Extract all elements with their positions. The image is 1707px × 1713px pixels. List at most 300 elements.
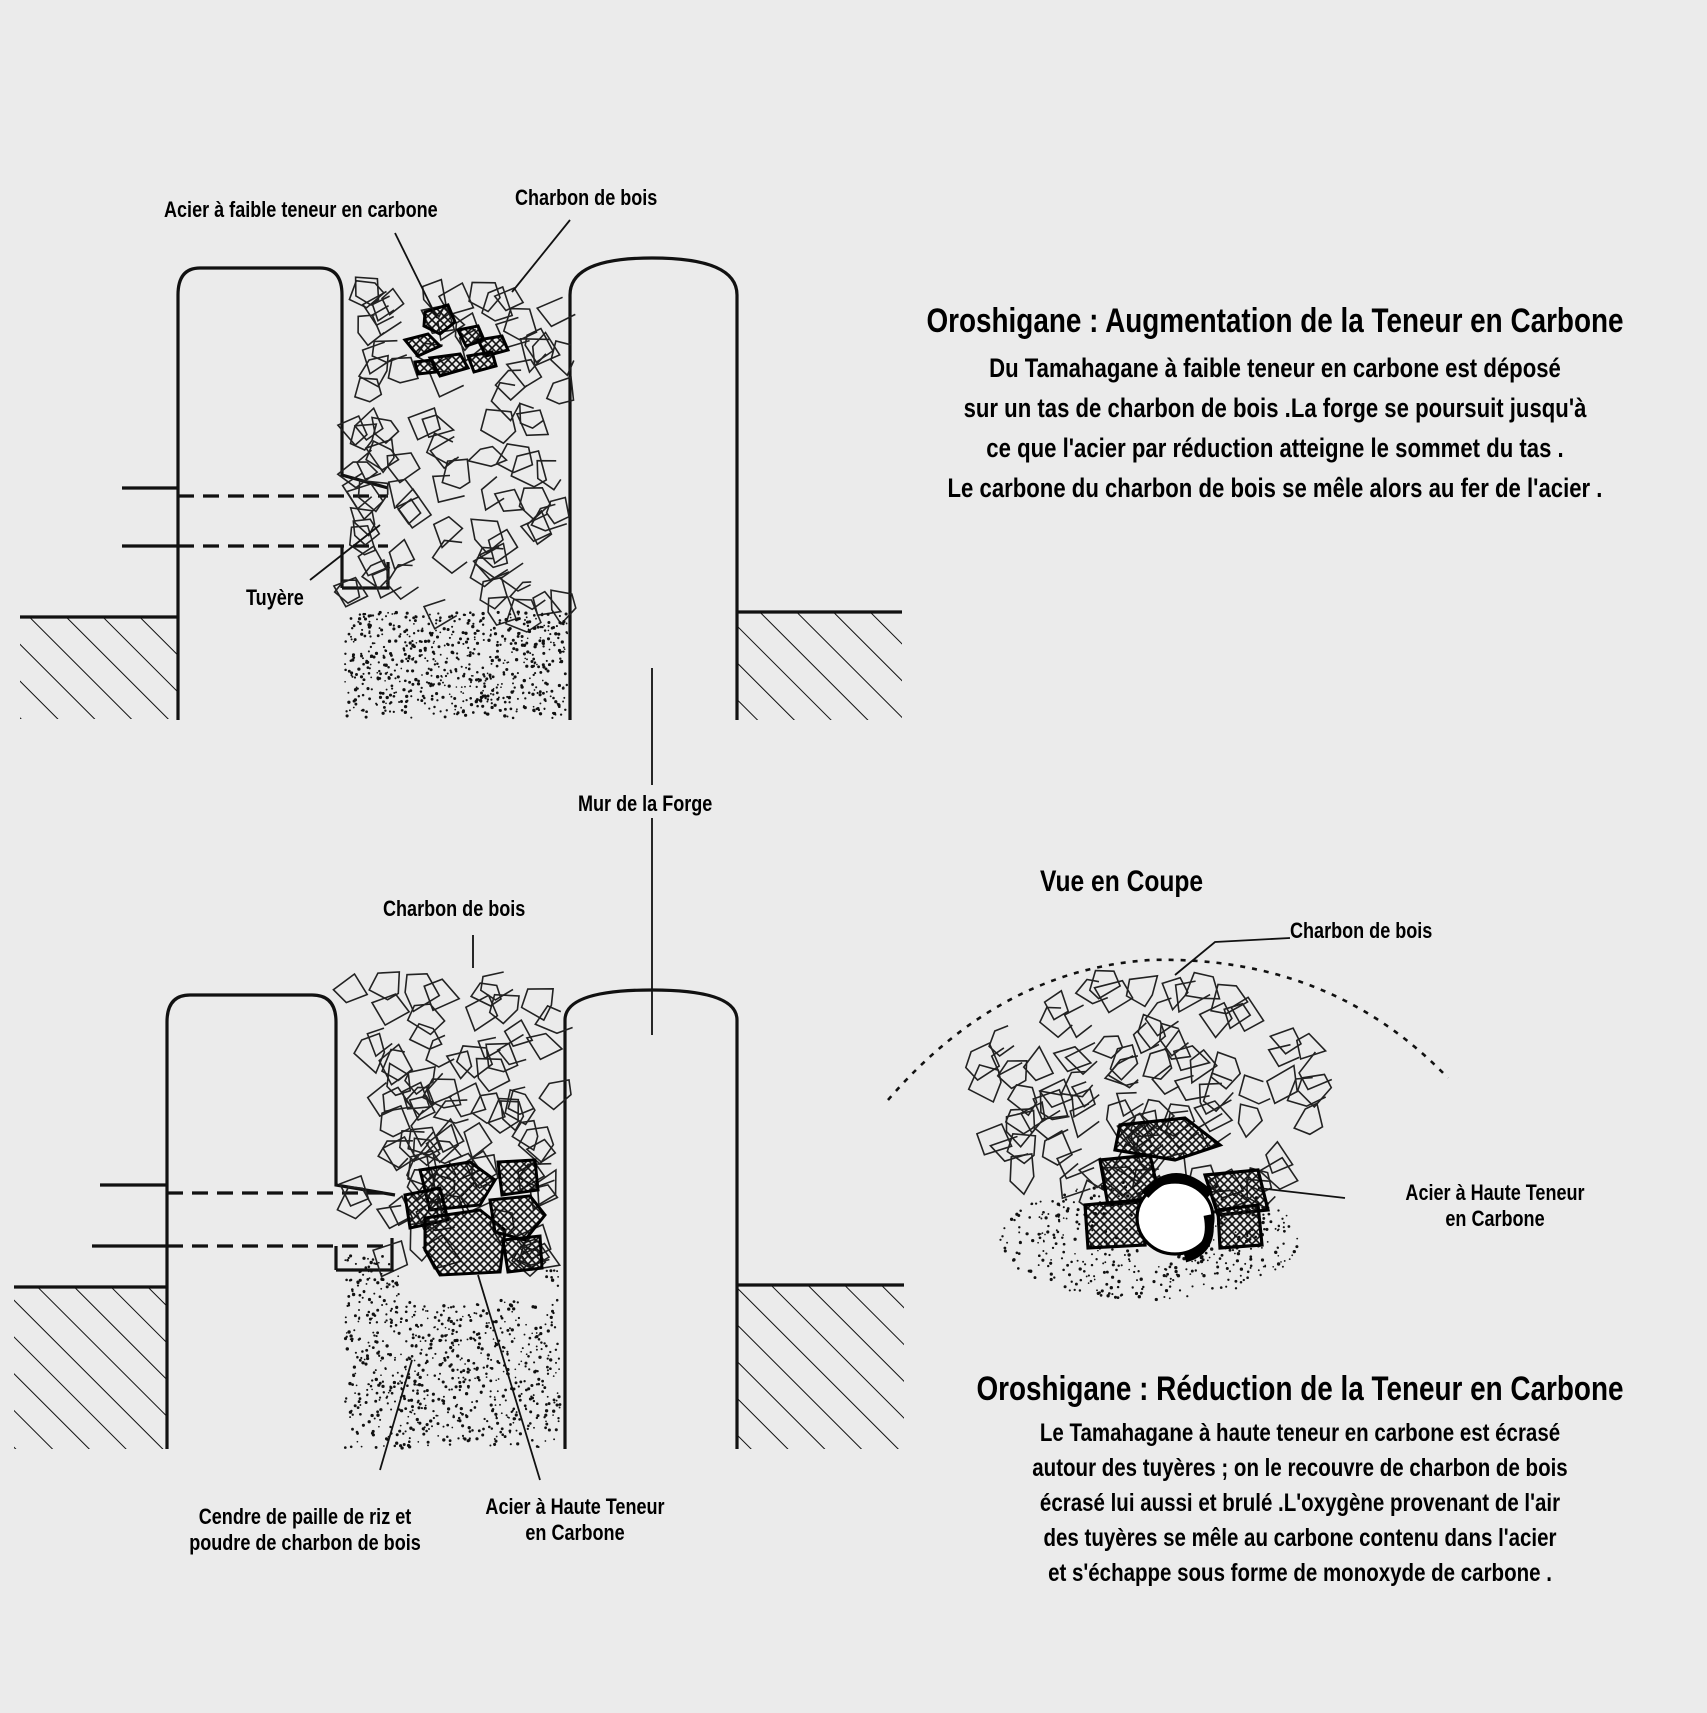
ash-dot [1004,1249,1007,1252]
ash-dot [386,1282,388,1284]
ash-dot [385,1303,387,1305]
ash-dot [429,1343,432,1346]
ash-dot [536,1445,539,1448]
charcoal-lump [501,563,531,591]
ash-dot [1078,1223,1080,1225]
ash-dot [1169,1297,1171,1299]
ash-dot [421,1407,423,1409]
ash-dot [436,699,438,701]
ash-dot [551,1279,554,1282]
ash-dot [550,1276,553,1279]
charcoal-lump [1093,1036,1122,1058]
ash-dot [367,1258,369,1260]
ash-dot [546,669,549,672]
ash-dot [384,709,386,711]
ash-dot [1203,1283,1205,1285]
ash-dot [510,617,512,619]
ash-dot [549,649,551,651]
ash-dot [1277,1262,1280,1265]
ash-dot [557,1276,559,1278]
ash-dot [561,660,563,662]
ash-dot [1051,1200,1054,1203]
ash-dot [427,1374,429,1376]
ash-dot [1031,1239,1034,1242]
ash-dot [426,1423,429,1426]
ash-dot [529,1397,532,1400]
ash-dot [553,1401,555,1403]
ash-dot [374,1314,377,1317]
top-charcoal-pile [334,277,576,632]
section-reduction-title: Oroshigane : Réduction de la Teneur en Carbone [976,1370,1624,1408]
ash-dot [1225,1262,1227,1264]
ash-dot [557,1285,559,1287]
ash-dot [496,1422,499,1425]
ash-dot [1050,1278,1053,1281]
ash-dot [419,1376,422,1379]
charcoal-lump [464,1123,492,1158]
ash-dot [372,1346,375,1349]
ash-dot [470,1409,473,1412]
ash-dot [1018,1231,1020,1233]
top-left-wall [178,268,388,720]
ash-dot [411,1355,414,1358]
ash-dot [1045,1216,1048,1219]
ash-dot [351,638,353,640]
ash-dot [464,1378,466,1380]
ash-dot [381,1356,384,1359]
section-reduction-line-1: Le Tamahagane à haute teneur en carbone est écrasé [1039,1419,1561,1447]
ash-dot [527,1355,530,1358]
ash-dot [529,1410,532,1413]
ash-dot [366,1357,369,1360]
ash-dot [1277,1255,1279,1257]
ash-dot [425,1354,428,1357]
ash-dot [366,1278,369,1281]
ash-dot [564,709,566,711]
ash-dot [544,629,546,631]
ash-dot [359,613,361,615]
charcoal-lump [1024,1047,1053,1081]
ash-dot [528,1368,530,1370]
ash-dot [357,621,359,623]
ash-dot [364,1363,367,1366]
ash-dot [1041,1214,1043,1216]
ash-dot [1093,1186,1096,1189]
ash-dot [452,616,454,618]
ash-dot [394,613,396,615]
ash-dot [458,1377,460,1379]
ash-dot [545,1440,547,1442]
ash-dot [362,613,365,616]
ash-dot [496,665,499,668]
ash-dot [361,1361,364,1364]
charcoal-lump [547,498,569,524]
ash-dot [558,1420,560,1422]
ash-dot [476,642,479,645]
ash-dot [1209,1257,1211,1259]
ash-dot [382,692,385,695]
ash-dot [1215,1225,1217,1227]
ash-dot [1165,1289,1168,1292]
ash-dot [566,684,568,686]
ash-dot [534,1327,537,1330]
ash-dot [530,1351,532,1353]
ash-dot [1001,1235,1003,1237]
ash-dot [548,630,550,632]
ash-dot [542,665,545,668]
ash-dot [381,1385,384,1388]
ash-dot [409,689,412,692]
ash-dot [449,1439,452,1442]
ash-dot [1132,1286,1134,1288]
ash-dot [467,638,470,641]
ash-dot [407,660,410,663]
section-reduction-line-3: écrasé lui aussi et brulé .L'oxygène provenant de l'air [1039,1489,1561,1517]
ash-dot [541,1348,543,1350]
ash-dot [1138,1295,1141,1298]
ash-dot [418,1335,421,1338]
ash-dot [396,663,398,665]
ash-dot [398,701,400,703]
ash-dot [483,685,486,688]
ash-dot [542,680,544,682]
ash-dot [351,1428,354,1431]
ash-dot [514,1338,516,1340]
ash-dot [523,652,526,655]
charcoal-lump [405,974,439,1012]
ash-dot [369,621,371,623]
ash-dot [395,1324,398,1327]
ash-dot [344,669,347,672]
ash-dot [368,650,370,652]
ash-dot [1063,1206,1065,1208]
label-high-carbon-bottom-line2: en Carbone [525,1520,625,1546]
ash-dot [1261,1247,1263,1249]
ash-dot [462,700,464,702]
ash-dot [363,1290,366,1293]
ash-dot [510,642,513,645]
ash-dot [413,623,415,625]
ash-dot [1117,1296,1120,1299]
ash-dot [367,1265,370,1268]
charcoal-lump [495,490,524,512]
ash-dot [502,1350,504,1352]
ash-dot [480,1352,482,1354]
ash-dot [1075,1283,1078,1286]
ash-dot [558,621,561,624]
ash-dot [508,696,511,699]
ash-dot [542,692,545,695]
ash-dot [390,1321,393,1324]
ash-dot [483,1418,485,1420]
ash-dot [402,688,405,691]
ash-dot [427,623,430,626]
ash-dot [344,640,347,643]
ash-dot [513,690,515,692]
ash-dot [360,633,363,636]
ash-dot [1210,1247,1213,1250]
ash-dot [423,1428,425,1430]
ash-dot [1113,1260,1116,1263]
ash-dot [490,1327,492,1329]
ash-dot [486,1420,488,1422]
ash-dot [406,1422,408,1424]
ash-dot [429,614,431,616]
ash-dot [392,627,395,630]
ash-dot [467,622,470,625]
ash-dot [352,655,354,657]
ash-dot [506,1414,508,1416]
ash-dot [356,1385,358,1387]
ash-dot [509,1327,511,1329]
ash-dot [557,633,560,636]
ash-dot [539,690,542,693]
ash-dot [373,1371,376,1374]
ash-dot [1274,1268,1276,1270]
ash-dot [1047,1225,1049,1227]
ash-dot [504,708,507,711]
ash-dot [469,1319,472,1322]
ash-dot [1216,1266,1219,1269]
ash-dot [488,1426,491,1429]
ash-dot [525,1324,527,1326]
ash-dot [400,1321,402,1323]
ash-dot [354,698,357,701]
ash-dot [431,695,434,698]
ash-dot [346,1332,348,1334]
ash-dot [458,1417,461,1420]
ash-dot [560,713,562,715]
label-high-carbon-cs-line1: Acier à Haute Teneur [1405,1180,1585,1205]
ash-dot [551,717,553,719]
ash-dot [424,1340,426,1342]
ash-dot [409,1427,412,1430]
ash-dot [521,644,524,647]
ash-dot [421,1384,424,1387]
ash-dot [408,1445,411,1448]
ash-dot [350,636,352,638]
ash-dot [462,674,465,677]
ash-dot [533,614,536,617]
ash-dot [440,654,442,656]
ash-dot [389,1353,392,1356]
ash-dot [464,686,466,688]
ash-dot [517,617,520,620]
ash-dot [366,1314,369,1317]
ash-dot [454,705,457,708]
ash-dot [379,1399,381,1401]
ash-dot [552,1312,554,1314]
ash-dot [494,1413,497,1416]
ash-dot [1194,1260,1196,1262]
ash-dot [421,674,423,676]
ash-dot [430,633,433,636]
ash-dot [1090,1280,1093,1283]
ash-dot [541,1390,544,1393]
charcoal-lump [1267,1066,1297,1104]
ash-dot [542,645,544,647]
ash-dot [422,1336,425,1339]
ash-dot [1117,1286,1119,1288]
ash-dot [345,1397,347,1399]
ash-dot [503,662,505,664]
ash-dot [515,1381,518,1384]
ash-dot [496,692,499,695]
ash-dot [1088,1282,1090,1284]
ash-dot [1117,1264,1119,1266]
cross-section-title: Vue en Coupe [1040,865,1204,898]
ash-dot [431,675,433,677]
ash-dot [345,1316,347,1318]
ash-dot [523,662,525,664]
ash-dot [522,1347,524,1349]
ash-dot [469,668,471,670]
ash-dot [508,701,510,703]
ash-dot [385,1344,388,1347]
ash-dot [439,1363,442,1366]
ash-dot [537,665,540,668]
ash-dot [548,1428,551,1431]
ash-dot [404,653,407,656]
ash-dot [1034,1276,1037,1279]
ash-dot [1111,1276,1114,1279]
ash-dot [397,1382,400,1385]
ash-dot [1057,1214,1060,1217]
ash-dot [507,1416,509,1418]
ash-dot [374,1400,377,1403]
ash-dot [458,1381,461,1384]
ash-dot [368,1298,371,1301]
ash-dot [1058,1204,1060,1206]
ash-dot [368,1345,370,1347]
ash-dot [1070,1261,1073,1264]
ash-dot [359,1397,362,1400]
ash-dot [490,706,493,709]
ash-dot [435,692,438,695]
ash-dot [1038,1264,1040,1266]
ash-dot [1103,1271,1106,1274]
ash-dot [463,1437,466,1440]
ash-dot [548,1355,550,1357]
ash-dot [468,1379,470,1381]
ash-dot [441,1334,444,1337]
ash-dot [1043,1241,1045,1243]
ash-dot [1262,1217,1265,1220]
ash-dot [476,1400,479,1403]
ash-dot [392,1375,394,1377]
ash-dot [1141,1288,1143,1290]
ash-dot [349,1254,352,1257]
ash-dot [345,1321,347,1323]
ash-dot [1097,1250,1099,1252]
ash-dot [514,686,516,688]
ash-dot [550,641,552,643]
ash-dot [344,1446,347,1449]
ash-dot [359,1359,362,1362]
ash-dot [432,1393,435,1396]
ash-dot [528,630,531,633]
ash-dot [558,705,561,708]
ash-dot [552,1304,554,1306]
ash-dot [1052,1247,1054,1249]
ash-dot [496,656,499,659]
ash-dot [519,1380,522,1383]
ash-dot [461,1357,463,1359]
ash-dot [435,622,437,624]
label-high-carbon-bottom-line1: Acier à Haute Teneur [485,1494,665,1519]
ash-dot [525,1407,527,1409]
ash-dot [358,1338,360,1340]
ash-dot [464,714,467,717]
ash-dot [469,1337,472,1340]
ash-dot [543,1416,545,1418]
ash-dot [493,627,496,630]
ash-dot [382,1278,385,1281]
ash-dot [453,1396,456,1399]
ash-dot [483,682,485,684]
ash-dot [559,657,561,659]
ash-dot [447,673,449,675]
ash-dot [481,612,484,615]
ash-dot [547,1357,549,1359]
ash-dot [516,708,518,710]
ash-dot [471,625,474,628]
ash-dot [418,1422,421,1425]
ash-dot [390,1310,392,1312]
ash-dot [1077,1208,1080,1211]
ash-dot [494,1396,496,1398]
ash-dot [374,1340,377,1343]
ash-dot [516,1411,518,1413]
ash-dot [376,1414,379,1417]
ash-dot [1250,1267,1252,1269]
ash-dot [416,1373,419,1376]
charcoal-lump [369,972,399,1000]
ash-dot [406,612,409,615]
ash-dot [401,1375,404,1378]
ash-dot [423,1398,425,1400]
ash-dot [467,1359,470,1362]
ash-dot [389,1318,391,1320]
ash-dot [418,1372,420,1374]
ash-dot [369,635,371,637]
ash-dot [1129,1260,1131,1262]
ash-dot [422,695,425,698]
ash-dot [425,1430,428,1433]
ash-dot [1277,1247,1279,1249]
ash-dot [1093,1194,1096,1197]
ash-dot [1012,1258,1015,1261]
ash-dot [433,641,435,643]
ash-dot [372,1258,375,1261]
ash-dot [495,1417,497,1419]
charcoal-lump [491,383,519,421]
ash-dot [426,672,429,675]
ash-dot [357,1406,360,1409]
ash-dot [1037,1242,1039,1244]
ash-dot [362,1297,364,1299]
ash-dot [370,646,372,648]
ash-dot [419,654,422,657]
ash-dot [421,1349,423,1351]
ash-dot [1155,1271,1158,1274]
ash-dot [550,690,553,693]
ash-dot [563,697,565,699]
ash-dot [405,1365,407,1367]
ash-dot [556,1343,559,1346]
ash-dot [475,1313,477,1315]
ash-dot [549,1351,551,1353]
